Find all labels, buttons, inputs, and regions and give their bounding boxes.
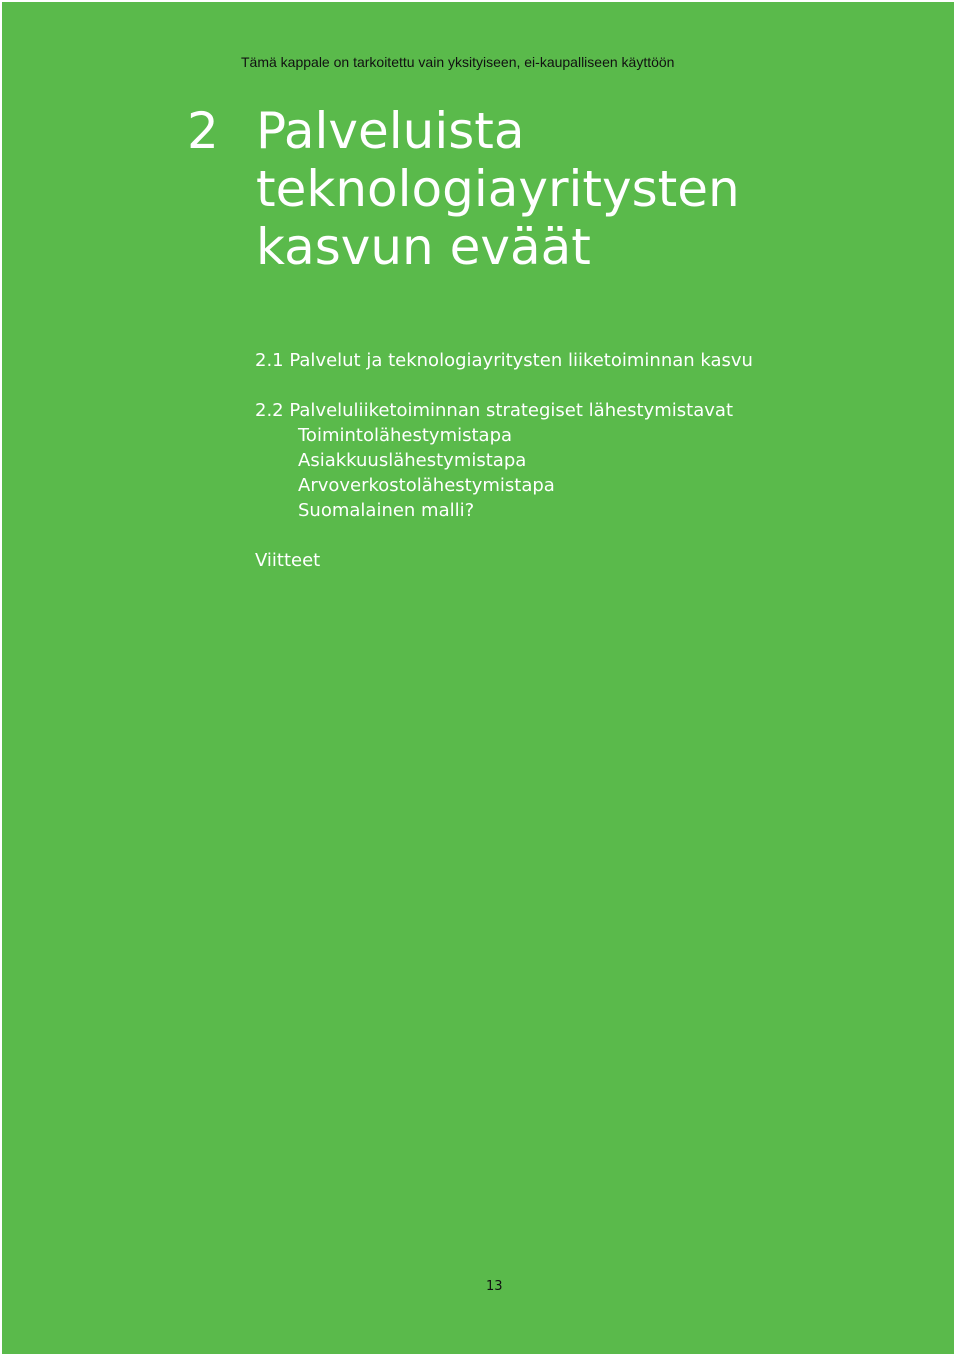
toc-section-2-2: 2.2 Palveluliiketoiminnan strategiset lähestymistavat [255,400,734,421]
chapter-title [256,102,740,276]
page-number: 13 [486,1279,503,1294]
page [2,2,954,1354]
toc-subitem: Suomalainen malli? [298,500,475,521]
toc-section-2-1: 2.1 Palvelut ja teknologiayritysten liiketoiminnan kasvu [255,350,753,371]
toc-subitem: Toimintolähestymistapa [298,425,513,446]
toc-subitem: Arvoverkostolähestymistapa [298,475,555,496]
usage-notice: Tämä kappale on tarkoitettu vain yksityiseen, ei-kaupalliseen käyttöön [241,54,675,70]
chapter-title-line: teknologiayritysten [256,160,740,218]
chapter-title-line: Palveluista [256,102,525,160]
chapter-number: 2 [187,102,219,160]
toc-subitem: Asiakkuuslähestymistapa [298,450,527,471]
toc-references: Viitteet [255,550,321,571]
chapter-title-line: kasvun eväät [256,218,591,276]
